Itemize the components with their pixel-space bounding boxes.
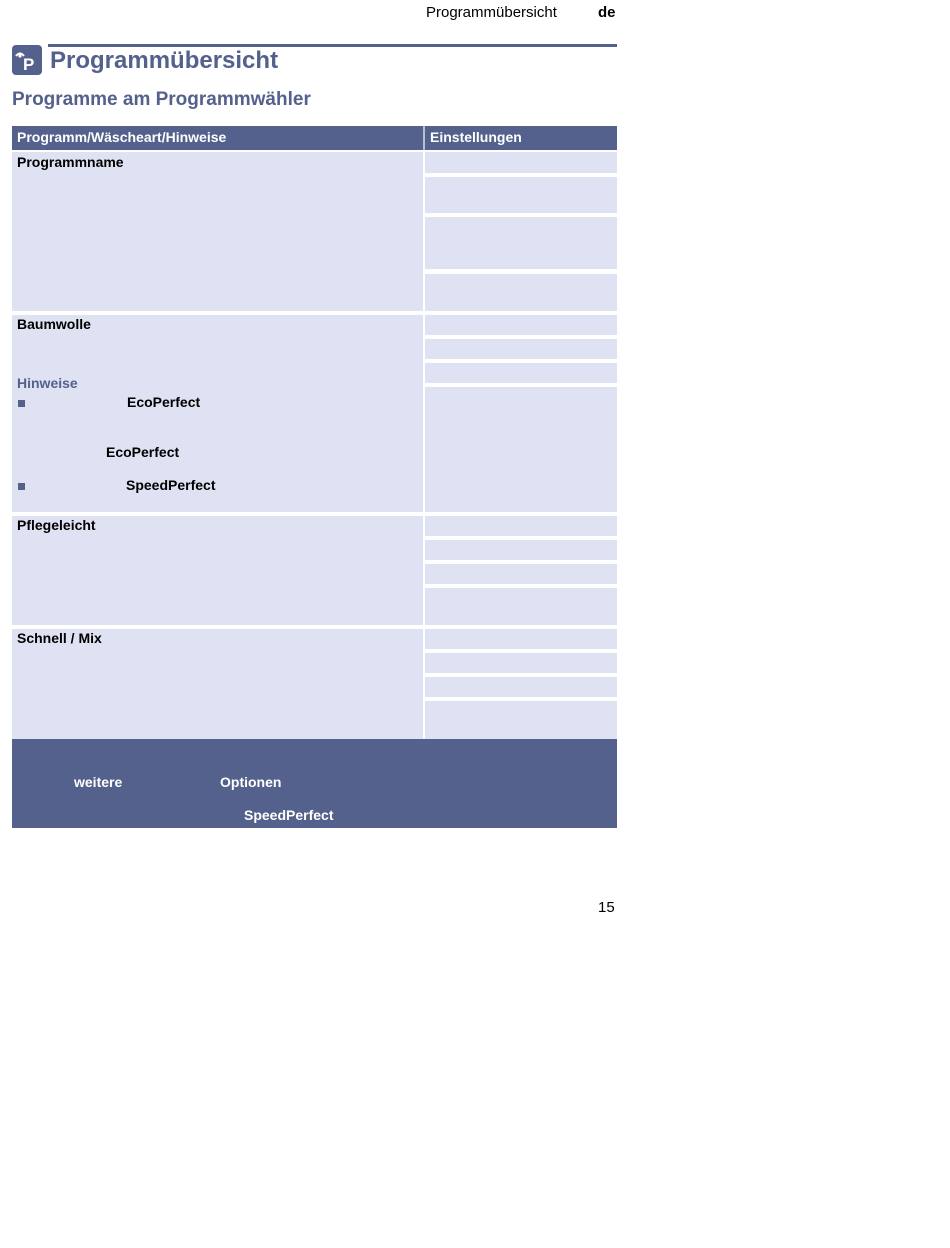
settings-cell bbox=[425, 274, 617, 311]
row-title: Pflegeleicht bbox=[17, 517, 96, 533]
row-title: Programmname bbox=[17, 154, 124, 170]
settings-cell bbox=[425, 315, 617, 335]
table-footer-note bbox=[12, 739, 617, 828]
settings-cell bbox=[425, 588, 617, 625]
table-row-baumwolle bbox=[12, 315, 423, 512]
running-header-section: Programmübersicht bbox=[426, 4, 557, 21]
settings-cell bbox=[425, 677, 617, 697]
footer-word: weitere bbox=[74, 774, 123, 790]
program-overview-icon bbox=[12, 45, 42, 75]
settings-cell bbox=[425, 629, 617, 649]
settings-cell bbox=[425, 516, 617, 536]
settings-cell bbox=[425, 564, 617, 584]
settings-cell bbox=[425, 363, 617, 383]
footer-word: Optionen bbox=[220, 774, 282, 790]
note-keyword: SpeedPerfect bbox=[126, 477, 216, 493]
settings-cell bbox=[425, 387, 617, 512]
table-row-pflegeleicht bbox=[12, 516, 423, 625]
column-separator bbox=[423, 126, 425, 150]
table-header bbox=[12, 126, 617, 150]
page-title: Programmübersicht bbox=[50, 47, 279, 74]
bullet-icon bbox=[18, 483, 25, 490]
settings-cell bbox=[425, 152, 617, 173]
page-subtitle: Programme am Programmwähler bbox=[12, 89, 311, 110]
settings-cell bbox=[425, 217, 617, 269]
column-header-program: Programm/Wäscheart/Hinweise bbox=[17, 129, 227, 145]
settings-cell bbox=[425, 540, 617, 560]
footer-word: SpeedPerfect bbox=[244, 807, 334, 823]
table-row-programmname bbox=[12, 152, 423, 311]
table-row-schnell-mix bbox=[12, 629, 423, 739]
bullet-icon bbox=[18, 400, 25, 407]
settings-cell bbox=[425, 177, 617, 213]
settings-cell bbox=[425, 339, 617, 359]
running-header-language: de bbox=[598, 4, 616, 21]
settings-cell bbox=[425, 653, 617, 673]
settings-cell bbox=[425, 701, 617, 739]
row-title: Schnell / Mix bbox=[17, 630, 102, 646]
note-keyword: EcoPerfect bbox=[127, 394, 201, 410]
note-keyword: EcoPerfect bbox=[106, 444, 180, 460]
notes-heading: Hinweise bbox=[17, 375, 78, 391]
page-number: 15 bbox=[598, 899, 615, 916]
column-header-settings: Einstellungen bbox=[430, 129, 522, 145]
row-title: Baumwolle bbox=[17, 316, 91, 332]
svg-text:P: P bbox=[23, 55, 35, 74]
